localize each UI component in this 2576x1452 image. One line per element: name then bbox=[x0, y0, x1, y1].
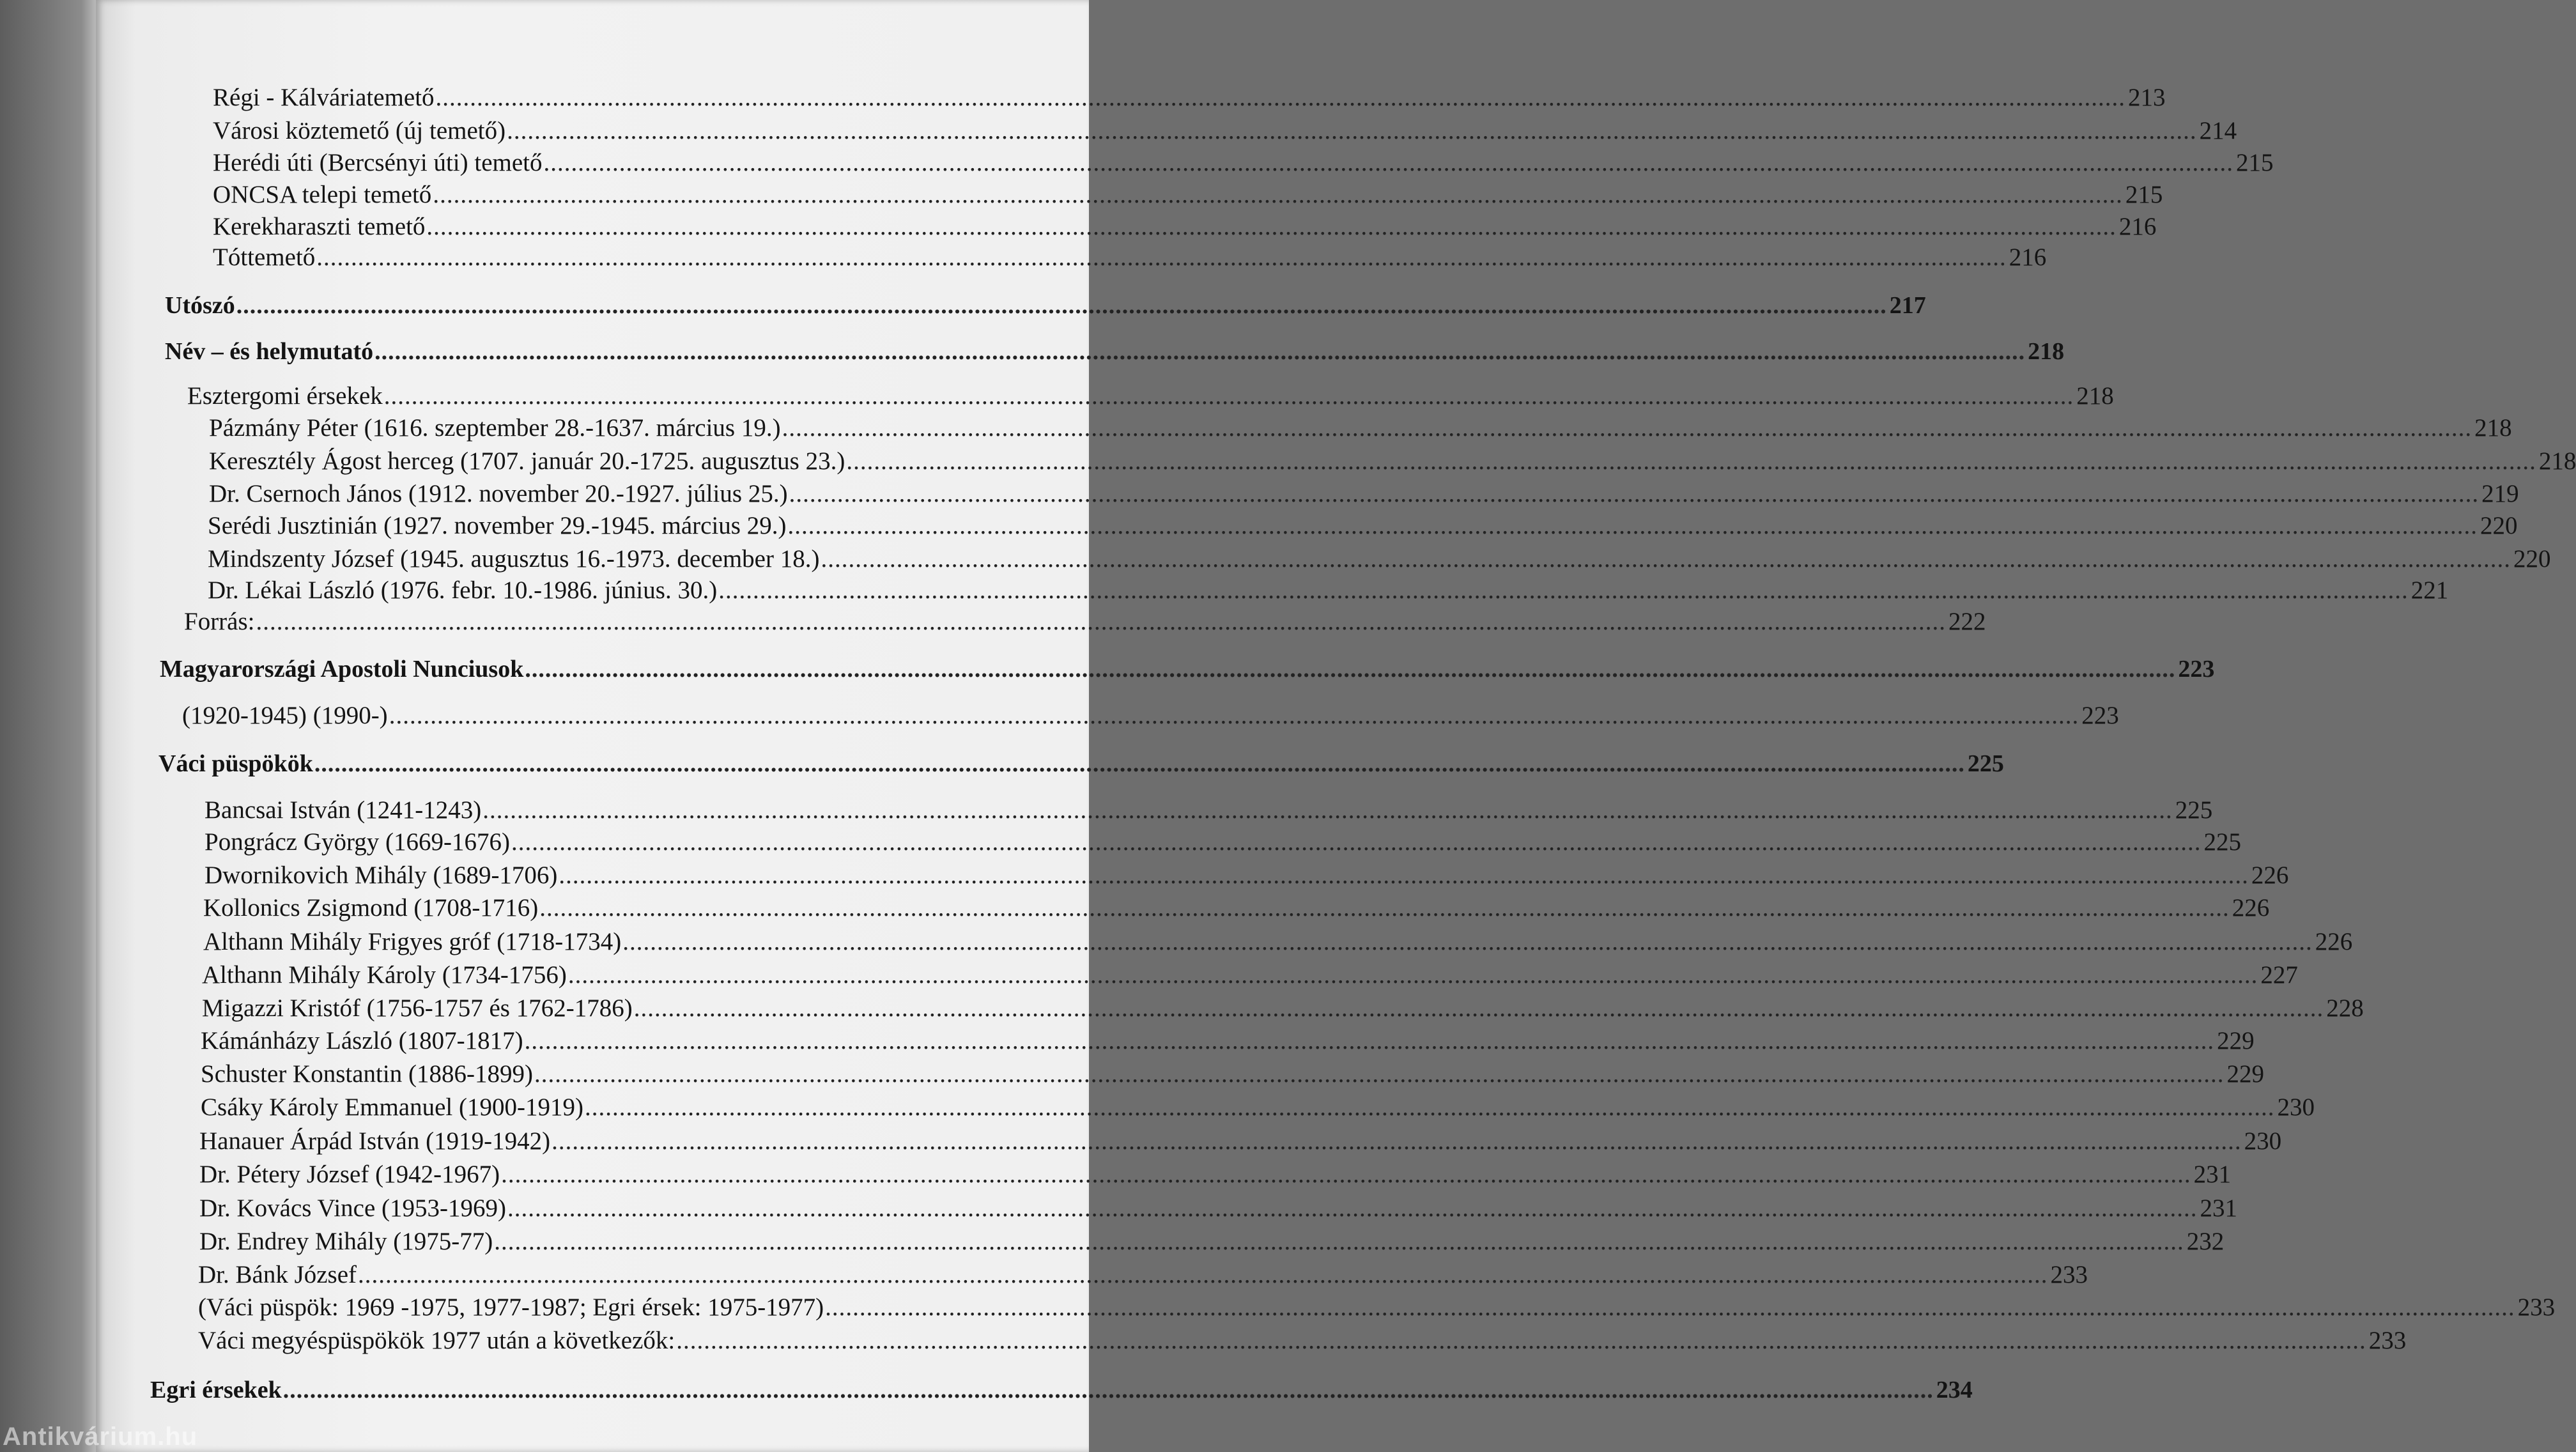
toc-entry-title: Keresztély Ágost herceg (1707. január 20.-1725. augusztus 23.) bbox=[209, 447, 845, 475]
toc-entry-page: 225 bbox=[2175, 796, 2213, 824]
toc-section bbox=[165, 290, 1926, 321]
dot-leader: ...................................................................................................................................................................................................................................................... bbox=[782, 414, 2472, 442]
dot-leader: ...................................................................................................................................................................................................................................................... bbox=[374, 338, 2026, 365]
toc-section bbox=[160, 653, 2215, 685]
dot-leader: ...................................................................................................................................................................................................................................................... bbox=[494, 1228, 2184, 1255]
toc-section-title: Utószó bbox=[165, 292, 235, 319]
toc-entry-title: (Váci püspök: 1969 -1975, 1977-1987; Egri érsek: 1975-1977) bbox=[198, 1294, 824, 1321]
toc-entry-title: Dr. Csernoch János (1912. november 20.-1927. július 25.) bbox=[209, 480, 788, 507]
toc-entry-title: ONCSA telepi temető bbox=[213, 181, 432, 208]
toc-entry-page: 233 bbox=[2050, 1261, 2088, 1288]
dot-leader: ...................................................................................................................................................................................................................................................... bbox=[584, 1093, 2275, 1121]
toc-entry-page: 232 bbox=[2186, 1228, 2225, 1255]
toc-entry bbox=[184, 606, 1986, 638]
dot-leader: ...................................................................................................................................................................................................................................................... bbox=[507, 117, 2197, 144]
dot-leader: ...................................................................................................................................................................................................................................................... bbox=[525, 656, 2176, 683]
toc-entry-title: Pongrácz György (1669-1676) bbox=[204, 828, 511, 856]
dot-leader: ...................................................................................................................................................................................................................................................... bbox=[543, 149, 2233, 176]
toc-entry-title: Tóttemető bbox=[213, 243, 316, 271]
toc-entry bbox=[204, 826, 2242, 858]
toc-entry-page: 226 bbox=[2315, 928, 2353, 955]
toc-section-page: 218 bbox=[2028, 338, 2065, 365]
toc-entry bbox=[213, 211, 2157, 243]
toc-entry-title: Kámánházy László (1807-1817) bbox=[201, 1027, 523, 1054]
toc-entry bbox=[213, 147, 2274, 179]
toc-entry-page: 233 bbox=[2517, 1294, 2556, 1321]
toc-entry-page: 218 bbox=[2474, 414, 2512, 442]
dot-leader: ...................................................................................................................................................................................................................................................... bbox=[622, 928, 2313, 955]
dot-leader: ...................................................................................................................................................................................................................................................... bbox=[718, 576, 2409, 604]
toc-entry-title: Dr. Endrey Mihály (1975-77) bbox=[199, 1228, 493, 1255]
toc-entry-page: 219 bbox=[2481, 480, 2519, 507]
toc-entry-title: Herédi úti (Bercsényi úti) temető bbox=[213, 149, 543, 176]
toc-entry bbox=[198, 1259, 2088, 1291]
toc-entry bbox=[199, 1226, 2225, 1258]
toc-entry-page: 215 bbox=[2125, 181, 2163, 208]
toc-entry bbox=[203, 892, 2270, 924]
toc-entry bbox=[182, 700, 2119, 732]
toc-entry-title: Dr. Lékai László (1976. febr. 10.-1986. június. 30.) bbox=[208, 576, 718, 604]
toc-section bbox=[165, 336, 2065, 367]
toc-entry bbox=[202, 992, 2364, 1024]
dot-leader: ...................................................................................................................................................................................................................................................... bbox=[501, 1161, 2191, 1188]
toc-entry-page: 215 bbox=[2236, 149, 2274, 176]
dot-leader: ...................................................................................................................................................................................................................................................... bbox=[358, 1261, 2048, 1288]
dot-leader: ...................................................................................................................................................................................................................................................... bbox=[559, 861, 2249, 889]
toc-entry-title: Dr. Pétery József (1942-1967) bbox=[199, 1161, 500, 1188]
toc-section-page: 225 bbox=[1967, 750, 2004, 777]
toc-entry bbox=[208, 510, 2518, 542]
toc-entry bbox=[204, 860, 2289, 892]
toc-entry-page: 213 bbox=[2128, 84, 2166, 111]
toc-entry-page: 230 bbox=[2244, 1127, 2282, 1155]
toc-entry bbox=[209, 478, 2519, 510]
toc-entry-page: 220 bbox=[2513, 545, 2551, 573]
toc-section bbox=[158, 748, 2004, 780]
toc-entry-title: Pázmány Péter (1616. szeptember 28.-1637. március 19.) bbox=[209, 414, 781, 442]
dot-leader: ...................................................................................................................................................................................................................................................... bbox=[314, 750, 1965, 777]
toc-entry bbox=[187, 380, 2114, 412]
toc-entry-page: 221 bbox=[2410, 576, 2449, 604]
dot-leader: ...................................................................................................................................................................................................................................................... bbox=[676, 1327, 2366, 1354]
toc-entry bbox=[202, 959, 2298, 991]
toc-entry-title: Hanauer Árpád István (1919-1942) bbox=[199, 1127, 551, 1155]
toc-entry bbox=[203, 926, 2353, 958]
toc-section-title: Név – és helymutató bbox=[165, 338, 374, 365]
toc-entry-page: 226 bbox=[2251, 861, 2289, 889]
toc-entry bbox=[204, 794, 2213, 826]
toc-section bbox=[150, 1374, 1973, 1406]
toc-entry bbox=[198, 1325, 2407, 1357]
toc-entry bbox=[213, 115, 2237, 147]
dot-leader: ...................................................................................................................................................................................................................................................... bbox=[389, 702, 2079, 729]
toc-entry bbox=[199, 1159, 2232, 1191]
toc-entry-page: 229 bbox=[2226, 1060, 2264, 1088]
dot-leader: ...................................................................................................................................................................................................................................................... bbox=[567, 961, 2258, 989]
toc-entry-title: (1920-1945) (1990-) bbox=[182, 702, 388, 729]
dot-leader: ...................................................................................................................................................................................................................................................... bbox=[282, 1377, 1934, 1403]
toc-entry-page: 229 bbox=[2217, 1027, 2255, 1054]
toc-section-page: 234 bbox=[1936, 1377, 1973, 1403]
toc-entry bbox=[213, 242, 2047, 274]
toc-entry-title: Régi - Kálváriatemető bbox=[213, 84, 435, 111]
toc-entry-page: 222 bbox=[1948, 608, 1986, 635]
toc-entry-page: 231 bbox=[2193, 1161, 2232, 1188]
dot-leader: ...................................................................................................................................................................................................................................................... bbox=[789, 480, 2480, 507]
toc-section-page: 217 bbox=[1889, 292, 1926, 319]
toc-entry bbox=[199, 1193, 2237, 1224]
dot-leader: ...................................................................................................................................................................................................................................................... bbox=[524, 1027, 2215, 1054]
toc-entry-title: Kerekharaszti temető bbox=[213, 213, 426, 240]
dot-leader: ...................................................................................................................................................................................................................................................... bbox=[236, 292, 1887, 319]
toc-entry-page: 225 bbox=[2203, 828, 2242, 856]
toc-entry-title: Dwornikovich Mihály (1689-1706) bbox=[204, 861, 558, 889]
toc-entry-page: 216 bbox=[2009, 243, 2047, 271]
toc-entry-page: 214 bbox=[2199, 117, 2237, 144]
toc-entry-title: Váci megyéspüspökök 1977 után a következők: bbox=[198, 1327, 675, 1354]
toc-entry-page: 218 bbox=[2076, 382, 2114, 410]
toc-entry-title: Forrás: bbox=[184, 608, 255, 635]
toc-entry-title: Városi köztemető (új temető) bbox=[213, 117, 506, 144]
toc-entry-page: 230 bbox=[2277, 1093, 2315, 1121]
toc-entry-page: 231 bbox=[2200, 1194, 2237, 1222]
toc-entry-title: Dr. Bánk József bbox=[198, 1261, 357, 1288]
toc-entry-page: 228 bbox=[2326, 994, 2364, 1022]
toc-entry-title: Althann Mihály Károly (1734-1756) bbox=[202, 961, 567, 989]
dot-leader: ...................................................................................................................................................................................................................................................... bbox=[482, 796, 2173, 824]
toc-entry bbox=[208, 543, 2551, 575]
toc-entry-page: 220 bbox=[2480, 512, 2518, 539]
dot-leader: ...................................................................................................................................................................................................................................................... bbox=[539, 894, 2230, 922]
toc-entry-title: Bancsai István (1241-1243) bbox=[204, 796, 482, 824]
toc-entry-page: 227 bbox=[2260, 961, 2298, 989]
toc-entry bbox=[199, 1125, 2282, 1157]
watermark: Antikvárium.hu bbox=[3, 1423, 198, 1451]
toc-section-title: Egri érsekek bbox=[150, 1377, 282, 1403]
toc-entry-title: Migazzi Kristóf (1756-1757 és 1762-1786) bbox=[202, 994, 633, 1022]
dot-leader: ...................................................................................................................................................................................................................................................... bbox=[551, 1127, 2242, 1155]
toc-entry bbox=[209, 412, 2512, 444]
toc-entry-page: 216 bbox=[2118, 213, 2157, 240]
dot-leader: ...................................................................................................................................................................................................................................................... bbox=[383, 382, 2074, 410]
toc-entry-title: Mindszenty József (1945. augusztus 16.-1973. december 18.) bbox=[208, 545, 820, 573]
toc-entry bbox=[198, 1292, 2556, 1324]
dot-leader: ...................................................................................................................................................................................................................................................... bbox=[846, 447, 2536, 475]
toc-entry-page: 218 bbox=[2538, 447, 2576, 475]
toc-entry-title: Serédi Jusztinián (1927. november 29.-1945. március 29.) bbox=[208, 512, 787, 539]
dot-leader: ...................................................................................................................................................................................................................................................... bbox=[821, 545, 2511, 573]
toc-section-page: 223 bbox=[2178, 656, 2215, 683]
toc-entry bbox=[213, 179, 2163, 211]
toc-entry bbox=[213, 82, 2166, 114]
toc-entry-title: Kollonics Zsigmond (1708-1716) bbox=[203, 894, 539, 922]
toc-entry-page: 226 bbox=[2232, 894, 2270, 922]
toc-entry bbox=[201, 1025, 2255, 1057]
dot-leader: ...................................................................................................................................................................................................................................................... bbox=[825, 1294, 2515, 1321]
dot-leader: ...................................................................................................................................................................................................................................................... bbox=[507, 1194, 2198, 1222]
dot-leader: ...................................................................................................................................................................................................................................................... bbox=[435, 84, 2126, 111]
dot-leader: ...................................................................................................................................................................................................................................................... bbox=[633, 994, 2324, 1022]
toc-entry-title: Althann Mihály Frigyes gróf (1718-1734) bbox=[203, 928, 622, 955]
toc-entry bbox=[201, 1092, 2315, 1124]
dot-leader: ...................................................................................................................................................................................................................................................... bbox=[511, 828, 2202, 856]
toc-entry bbox=[201, 1058, 2264, 1090]
toc-entry-page: 233 bbox=[2368, 1327, 2407, 1354]
toc-entry-title: Csáky Károly Emmanuel (1900-1919) bbox=[201, 1093, 583, 1121]
toc-entry-title: Esztergomi érsekek bbox=[187, 382, 383, 410]
toc-entry bbox=[208, 575, 2449, 606]
dot-leader: ...................................................................................................................................................................................................................................................... bbox=[433, 181, 2123, 208]
toc-entry-page: 223 bbox=[2081, 702, 2119, 729]
toc-entry bbox=[209, 445, 2576, 477]
toc-section-title: Magyarországi Apostoli Nunciusok bbox=[160, 656, 524, 683]
dot-leader: ...................................................................................................................................................................................................................................................... bbox=[426, 213, 2117, 240]
dot-leader: ...................................................................................................................................................................................................................................................... bbox=[787, 512, 2478, 539]
toc-section-title: Váci püspökök bbox=[158, 750, 313, 777]
toc-entry-title: Dr. Kovács Vince (1953-1969) bbox=[199, 1194, 506, 1222]
dot-leader: ...................................................................................................................................................................................................................................................... bbox=[256, 608, 1946, 635]
toc-entry-title: Schuster Konstantin (1886-1899) bbox=[201, 1060, 533, 1088]
dot-leader: ...................................................................................................................................................................................................................................................... bbox=[316, 243, 2007, 271]
dot-leader: ...................................................................................................................................................................................................................................................... bbox=[534, 1060, 2225, 1088]
